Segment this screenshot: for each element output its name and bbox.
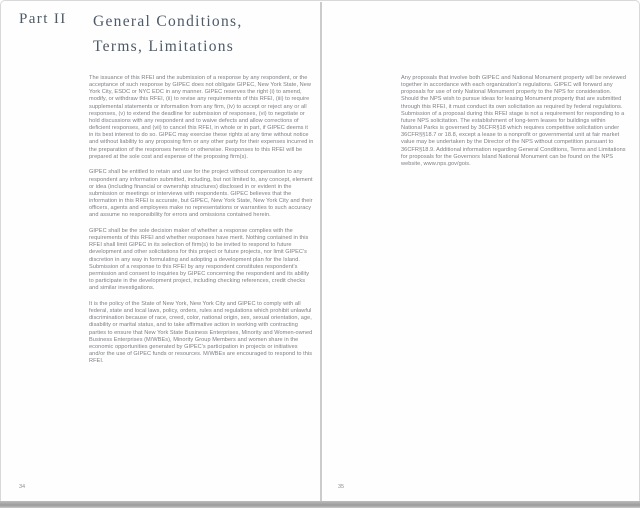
body-paragraph: GIPEC shall be the sole decision maker of whether a response complies with the requirements of this RFEI and whether responses have merit. Nothing contained in this RFEI shall limit GIPEC in its selection of firm(s) to be invited to respond to future development and other solicitations for this project or future projects, nor limit GIPEC's discretion in any way in formulating and adopting a development plan for the Island. Submission of a response to this RFEI by any respondent constitutes respondent's permission and consent to inquiries by GIPEC concerning the respondent and its ability to participate in the development project, including checking references, credit checks and similar investigations. xyxy=(89,227,310,292)
body-paragraph: GIPEC shall be entitled to retain and use for the project without compensation to any respondent any information submitted, including, but not limited to, any concept, element or idea (including financial or ownership structures) disclosed in or evident in the submission or meetings or interviews with respondents. GIPEC believes that the information in this RFEI is accurate, but GIPEC, New York State, New York City and their officers, agents and employees make no representations or warranties to such accuracy and assume no responsibility for errors and omissions contained herein. xyxy=(89,169,313,219)
page-title xyxy=(93,9,243,59)
part-label: Part II xyxy=(19,11,67,27)
center-gutter-divider xyxy=(320,2,322,501)
page-title-line1: General Conditions, xyxy=(93,13,243,30)
right-page-body xyxy=(401,75,626,177)
left-page-body xyxy=(89,75,314,374)
body-paragraph: The issuance of this RFEI and the submission of a response by any respondent, or the acceptance of such response by GIPEC does not obligate GIPEC, New York State, New York City, ESDC or NYC EDC in any manner. GIPEC reserves the right (i) to amend, modify, or withdraw this RFEI, (ii) to revise any requirements of this RFEI, (iii) to require supplemental statements or information from any firm, (iv) to accept or reject any or all responses, (v) to extend the deadline for submission of responses, (vi) to negotiate or hold discussions with any respondent and to waive defects and allow corrections of deficient responses, and (vii) to cancel this RFEI, in whole or in part, if GIPEC deems it in its best interest to do so. GIPEC may exercise these rights at any time without notice and without liability to any proposing firm or any other party for their expenses incurred in the preparation of the responses hereto or otherwise. Responses to this RFEI will be prepared at the sole cost and expense of the proposing firm(s). xyxy=(89,75,314,160)
body-paragraph: Any proposals that involve both GIPEC and National Monument property will be reviewed together in accordance with each organization's regulations. GIPEC will forward any proposals for use of only National Monument property to the NPS for consideration. Should the NPS wish to pursue ideas for leasing Monument property that are submitted through this RFEI, it must conduct its own solicitation as required by federal regulations. Submission of a proposal during this RFEI stage is not a requirement for responding to a future NPS solicitation. The establishment of long-term leases for buildings within National Parks is governed by 36CFR§18 which requires competitive solicitation under 36CFR§§18.7 or 18.8, except a lease to a nonprofit or governmental unit at fair market value may be undertaken by the Director of the NPS without competition pursuant to 36CFR§18.9. Additional information regarding General Conditions, Terms and Limitations for proposals for the Governors Island National Monument can be found on the NPS website, www.nps.gov/gois. xyxy=(401,75,627,167)
page-title-line2: Terms, Limitations xyxy=(93,38,235,55)
page-number-left: 34 xyxy=(19,484,26,490)
page-number-right: 35 xyxy=(338,484,345,490)
page-bottom-edge xyxy=(0,501,640,508)
body-paragraph: It is the policy of the State of New York, New York City and GIPEC to comply with all federal, state and local laws, policy, orders, rules and regulations which prohibit unlawful discrimination because of race, creed, color, national origin, sex, sexual orientation, age, disability or marital status, and to take affirmative action in working with contracting parties to ensure that New York State Business Enterprises, Minority and Women-owned Business Enterprises (M/WBEs), Minority Group Members and women share in the economic opportunities generated by GIPEC's participation in projects or initiatives and/or the use of GIPEC funds or resources. M/WBEs are encouraged to respond to this RFEI. xyxy=(89,300,313,365)
